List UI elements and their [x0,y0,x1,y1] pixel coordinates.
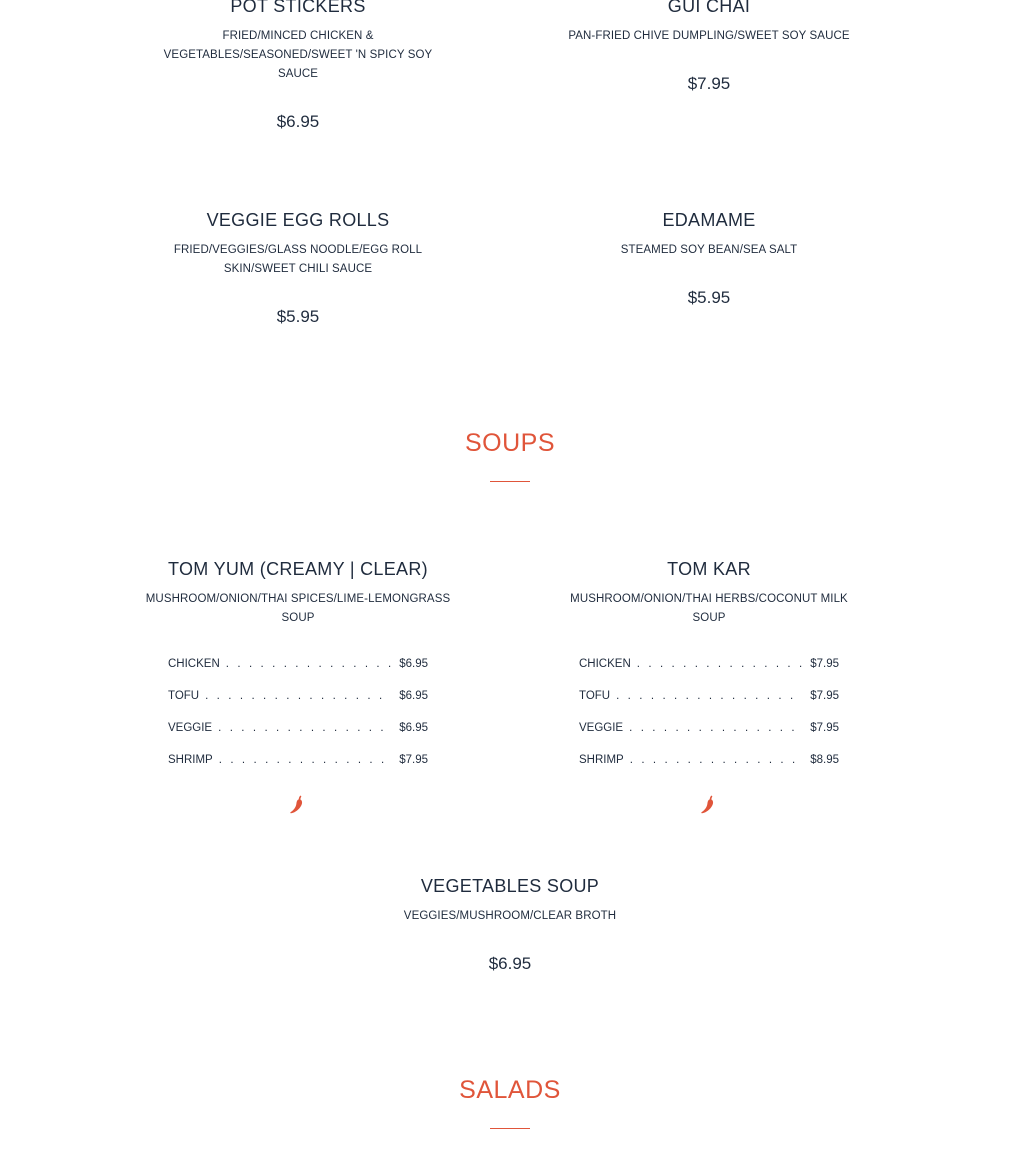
option-price: $6.95 [399,690,428,702]
item-description: VEGGIES/MUSHROOM/CLEAR BROTH [403,910,617,922]
option-row [168,658,428,690]
chili-pepper-icon [289,795,305,815]
dot-leader [630,754,802,766]
item-description: FRIED/VEGGIES/GLASS NOODLE/EGG ROLL SKIN/SWEET CHILI SAUCE [173,244,423,275]
item-price: $7.95 [687,74,731,93]
item-description: FRIED/MINCED CHICKEN & VEGETABLES/SEASONED/SWEET 'N SPICY SOY SAUCE [163,30,433,80]
item-description: PAN-FRIED CHIVE DUMPLING/SWEET SOY SAUCE [568,30,850,42]
option-price: $7.95 [399,754,428,766]
option-row [168,754,428,786]
dot-leader [616,690,802,702]
menu-item-tom-kar [539,557,879,628]
menu-item-gui-chai [559,0,859,94]
chili-pepper-icon [700,795,716,815]
item-price: $6.95 [276,112,320,131]
menu-item-vegetables-soup [360,874,660,974]
option-name: VEGGIE [168,722,213,734]
option-price: $7.95 [810,722,839,734]
option-name: CHICKEN [579,658,631,670]
option-price: $7.95 [810,690,839,702]
item-title: EDAMAME [662,210,756,230]
dot-leader [205,690,391,702]
item-description: MUSHROOM/ONION/THAI SPICES/LIME-LEMONGRASS SOUP [145,593,451,624]
dot-leader [629,722,802,734]
option-price: $8.95 [810,754,839,766]
item-price: $5.95 [687,288,731,307]
option-name: VEGGIE [579,722,624,734]
option-name: TOFU [168,690,200,702]
option-list-tom-kar [579,658,839,786]
option-row [579,722,839,754]
item-title: VEGETABLES SOUP [420,876,600,896]
item-price: $6.95 [488,954,532,973]
option-row [579,754,839,786]
dot-leader [637,658,802,670]
option-row [168,722,428,754]
option-row [579,690,839,722]
menu-item-pot-stickers [148,0,448,132]
option-row [579,658,839,690]
item-title: GUI CHAI [667,0,751,16]
option-price: $6.95 [399,722,428,734]
option-name: SHRIMP [168,754,213,766]
section-divider [490,1128,530,1129]
menu-item-tom-yum [128,557,468,628]
section-title-salads: SALADS [459,1076,561,1104]
item-price: $5.95 [276,307,320,326]
option-name: TOFU [579,690,611,702]
menu-item-edamame [559,208,859,308]
item-description: MUSHROOM/ONION/THAI HERBS/COCONUT MILK SOUP [570,593,848,624]
item-title: TOM YUM (CREAMY | CLEAR) [168,559,428,579]
item-title: VEGGIE EGG ROLLS [206,210,390,230]
dot-leader [218,722,391,734]
item-description: STEAMED SOY BEAN/SEA SALT [620,244,798,256]
item-title: TOM KAR [667,559,751,579]
dot-leader [219,754,391,766]
item-title: POT STICKERS [230,0,366,16]
menu-item-veggie-egg-rolls [148,208,448,327]
option-row [168,690,428,722]
dot-leader [226,658,391,670]
option-name: SHRIMP [579,754,624,766]
section-divider [490,481,530,482]
section-title-soups: SOUPS [464,429,556,457]
option-list-tom-yum [168,658,428,786]
option-price: $6.95 [399,658,428,670]
option-price: $7.95 [810,658,839,670]
option-name: CHICKEN [168,658,220,670]
